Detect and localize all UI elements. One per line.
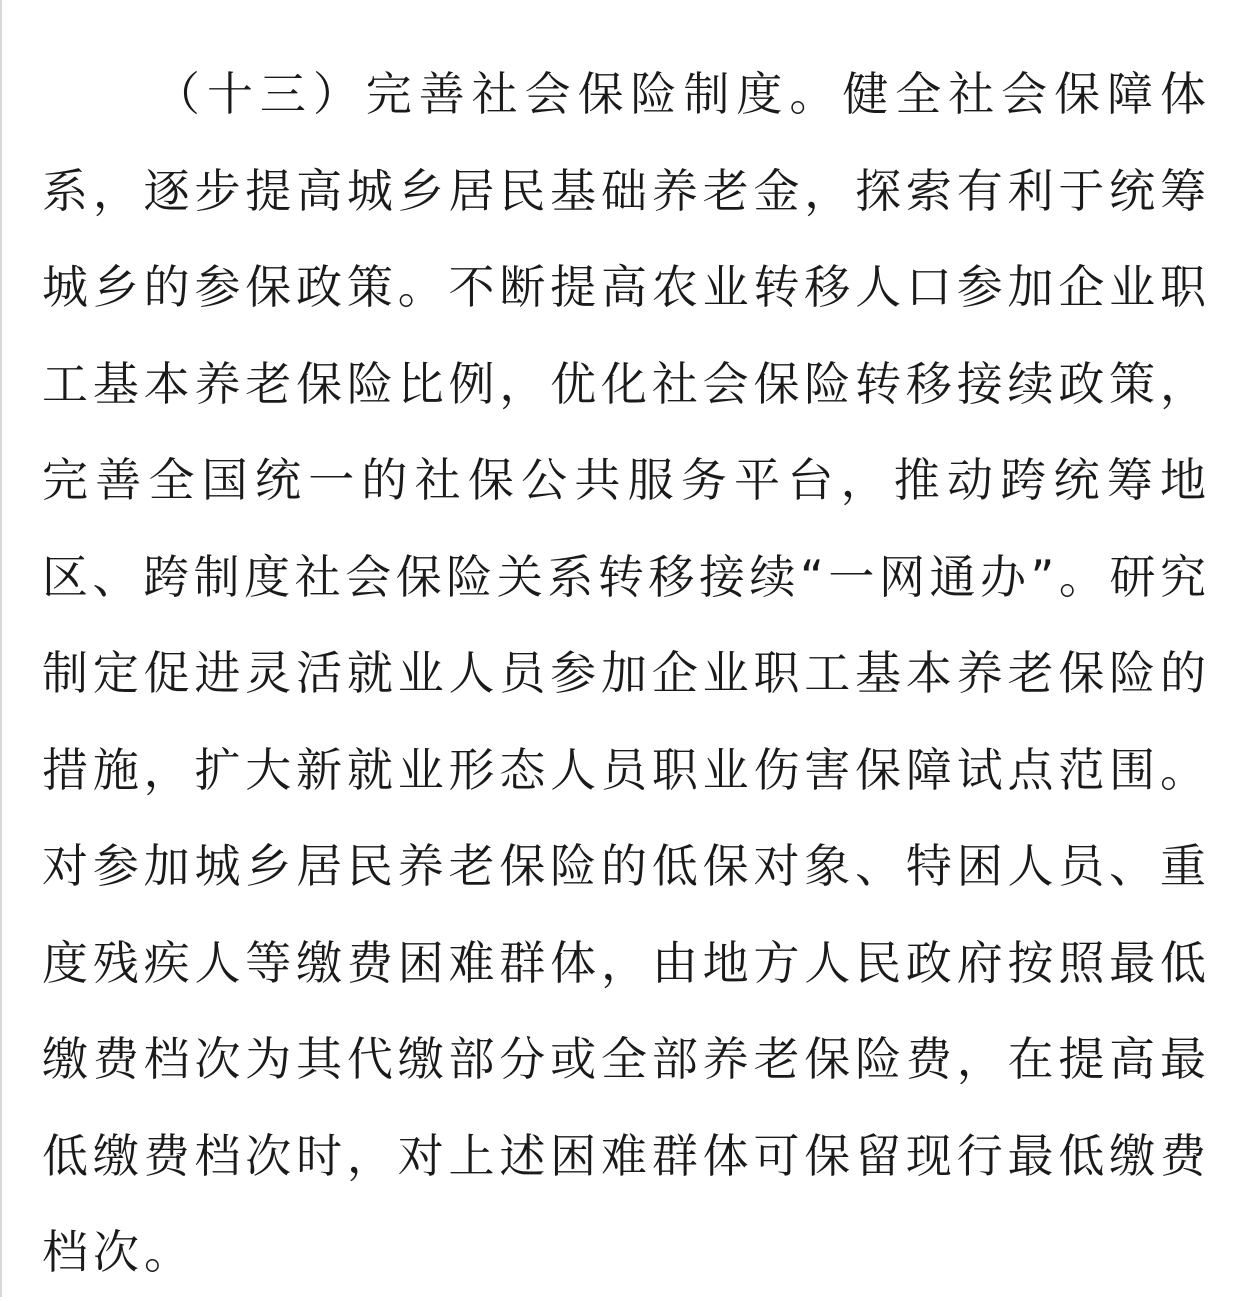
text-line: 措施，扩大新就业形态人员职业伤害保障试点范围。 [42, 742, 1206, 797]
text-line: 完善全国统一的社保公共服务平台，推动跨统筹地 [42, 453, 1206, 507]
page-edge-divider [0, 0, 2, 1297]
text-line: 低缴费档次时，对上述困难群体可保留现行最低缴费 [42, 1128, 1206, 1183]
text-line: 制定促进灵活就业人员参加企业职工基本养老保险的 [42, 646, 1206, 700]
text-line: 系，逐步提高城乡居民基础养老金，探索有利于统筹 [42, 163, 1206, 218]
text-line: 区、跨制度社会保险关系转移接续“一网通办”。研究 [42, 549, 1206, 604]
text-line: 缴费档次为其代缴部分或全部养老保险费，在提高最 [42, 1032, 1206, 1086]
text-line: 对参加城乡居民养老保险的低保对象、特困人员、重 [42, 839, 1206, 893]
text-line: （十三）完善社会保险制度。健全社会保障体 [154, 67, 1206, 121]
text-line: 档次。 [42, 1225, 195, 1279]
document-paragraph [42, 46, 1206, 1301]
text-line: 工基本养老保险比例，优化社会保险转移接续政策， [42, 356, 1206, 411]
text-line: 度残疾人等缴费困难群体，由地方人民政府按照最低 [42, 935, 1206, 990]
text-line: 城乡的参保政策。不断提高农业转移人口参加企业职 [42, 260, 1206, 314]
